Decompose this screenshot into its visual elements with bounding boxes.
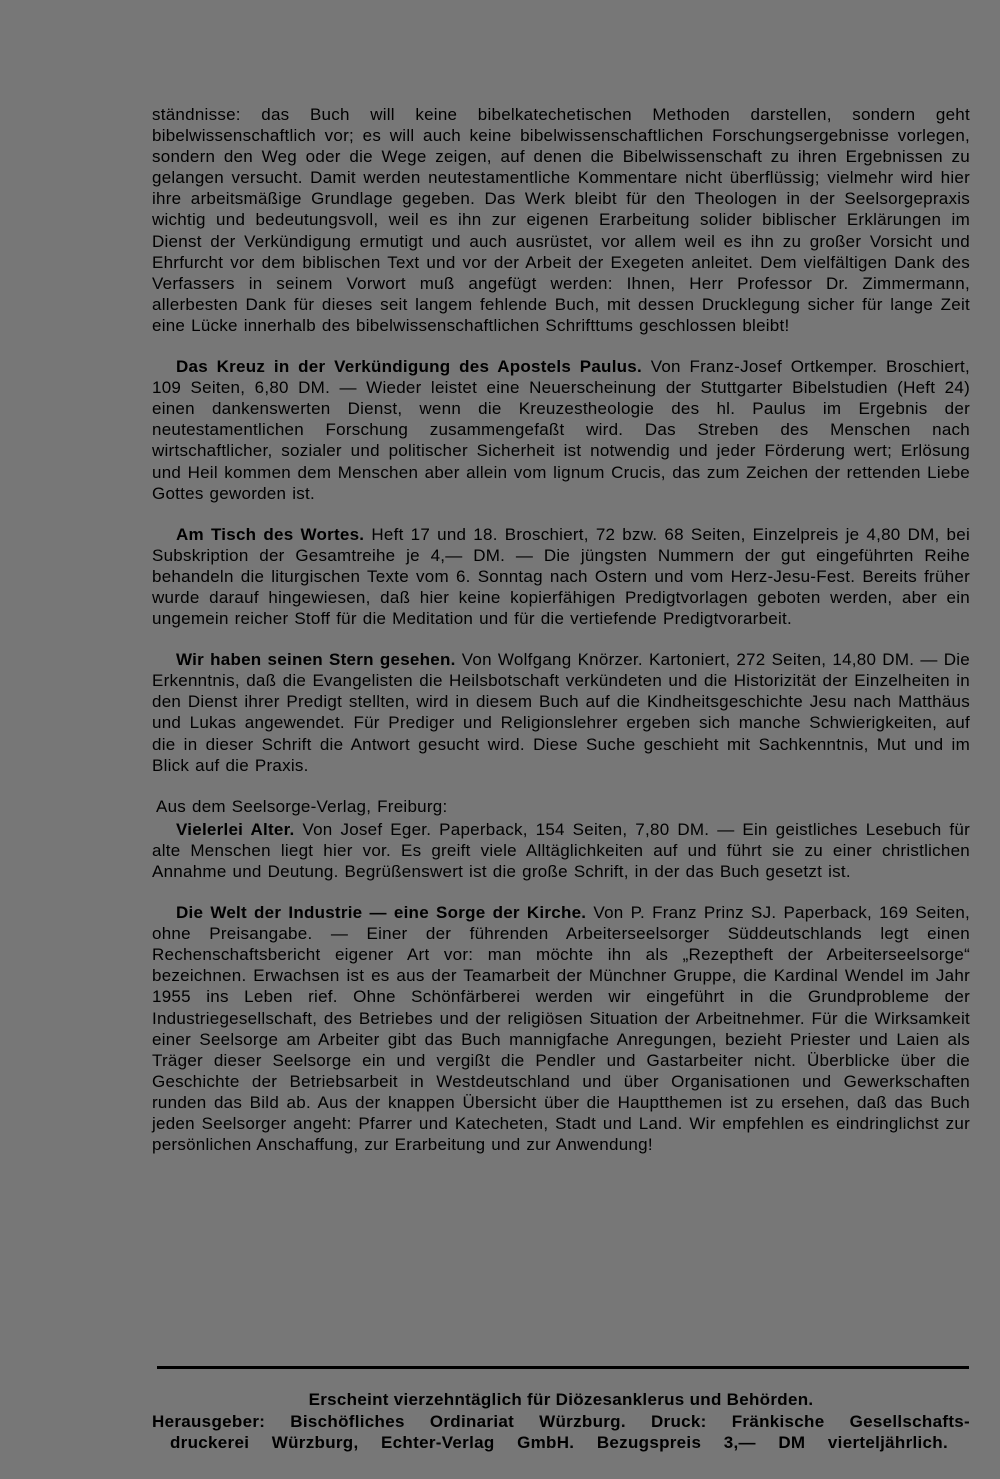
- review-paragraph-industrie: [152, 902, 970, 1155]
- publisher-heading: Aus dem Seelsorge-Verlag, Freiburg:: [156, 796, 448, 816]
- footer-publisher-line: Herausgeber: Bischöfliches Ordinariat Würzburg. Druck: Fränkische Gesellschafts-: [152, 1411, 970, 1431]
- imprint-footer: [152, 1389, 970, 1454]
- review-paragraph-alter: [152, 819, 970, 882]
- review-column: [152, 104, 970, 1155]
- review-paragraph-stern: [152, 649, 970, 776]
- footer-divider: [157, 1366, 969, 1369]
- review-body: Heft 17 und 18. Broschiert, 72 bzw. 68 Seiten, Einzelpreis je 4,80 DM, bei Subskription der Gesamtreihe je 4,— DM. — Die jüngsten Nummern der gut eingeführten Reihe behandeln die liturgischen Texte vom 6. Sonntag nach Ostern und vom Herz-Jesu-Fest. Bereits früher wurde darauf hingewiesen, daß hier keine kopierfähigen Predigtvorlagen geboten werden, aber ein ungemein reicher Stoff für die Meditation und für die vertiefende Predigtvorarbeit.: [152, 524, 970, 629]
- intro-paragraph: ständnisse: das Buch will keine bibelkatechetischen Methoden darstellen, sondern geht bibelwissenschaftlich vor; es will auch keine bibelwissenschaftlichen Forschungsergebnisse vorlegen, sondern den Weg oder die Wege zeigen, auf denen die Bibelwissenschaft zu ihren Ergebnissen zu gelangen versucht. Damit werden neutestamentliche Kommentare nicht überflüssig; vielmehr wird hier ihre arbeitsmäßige Grundlage gegeben. Das Werk bleibt für den Theologen in der Seelsorgepraxis wichtig und bedeutungsvoll, weil es ihn zur eigenen Erarbeitung solider biblischer Erklärungen im Dienst der Verkündigung ermutigt und auch ausrüstet, vor allem weil es ihn zu großer Vorsicht und Ehrfurcht vor dem biblischen Text und vor der Arbeit der Exegeten anleitet. Dem vielfältigen Dank des Verfassers in seinem Vorwort muß angefügt werden: Ihnen, Herr Professor Dr. Zimmermann, allerbesten Dank für dieses seit langem fehlende Buch, mit dessen Drucklegung sicher für lange Zeit eine Lücke innerhalb des bibelwissenschaftlichen Schrifttums geschlossen bleibt!: [152, 105, 970, 335]
- footer-frequency-line: Erscheint vierzehntäglich für Diözesanklerus und Behörden.: [308, 1390, 814, 1409]
- footer-price-line: druckerei Würzburg, Echter-Verlag GmbH. Bezugspreis 3,— DM vierteljährlich.: [170, 1433, 948, 1452]
- review-title: Am Tisch des Wortes.: [176, 524, 365, 544]
- review-paragraph-tisch: [152, 524, 970, 629]
- review-paragraph-kreuz: [152, 356, 970, 504]
- review-body: Von Wolfgang Knörzer. Kartoniert, 272 Seiten, 14,80 DM. — Die Erkenntnis, daß die Evangelisten die Heilsbotschaft verkündeten und die Historizität der Einzelheiten in den Dienst ihrer Predigt stellten, wird in diesem Buch auf die Kindheitsgeschichte Jesu nach Matthäus und Lukas angewendet. Für Prediger und Religionslehrer ergeben sich manche Schwierigkeiten, auf die in dieser Schrift die Antwort gesucht wird. Diese Suche geschieht mit Sachkenntnis, Mut und im Blick auf die Praxis.: [152, 650, 970, 775]
- review-title: Die Welt der Industrie — eine Sorge der Kirche.: [176, 903, 587, 923]
- review-title: Wir haben seinen Stern gesehen.: [176, 650, 456, 670]
- review-body: Von P. Franz Prinz SJ. Paperback, 169 Seiten, ohne Preisangabe. — Einer der führenden Arbeiterseelsorger Süddeutschlands legt einen Rechenschaftsbericht eigener Art vor: man möchte ihn als „Rezeptheft der Arbeiterseelsorge“ bezeichnen. Erwachsen ist es aus der Teamarbeit der Münchner Gruppe, die Kardinal Wendel im Jahr 1955 ins Leben rief. Ohne Schönfärberei werden wir eingeführt in die Grundprobleme der Industriegesellschaft, des Betriebes und der religiösen Situation der Arbeitnehmer. Für die Wirksamkeit einer Seelsorge am Arbeiter gibt das Buch mannigfache Anregungen, bezieht Priester und Laien als Träger dieser Seelsorge ein und vergißt die Pendler und Gastarbeiter nicht. Überblicke über die Geschichte der Betriebsarbeit in Westdeutschland und über Organisationen und Gewerkschaften runden das Bild ab. Aus der knappen Übersicht über die Hauptthemen ist zu ersehen, daß das Buch jeden Seelsorger angeht: Pfarrer und Katecheten, Stadt und Land. Wir empfehlen es eindringlichst zur persönlichen Anschaffung, zur Erarbeitung und zur Anwendung!: [152, 903, 970, 1155]
- review-body: Von Franz-Josef Ortkemper. Broschiert, 109 Seiten, 6,80 DM. — Wieder leistet eine Neuerscheinung der Stuttgarter Bibelstudien (Heft 24) einen dankenswerten Dienst, wenn die Kreuzestheologie des hl. Paulus im Ergebnis der neutestamentlichen Forschung zusammengefaßt wird. Das Streben des Menschen nach wirtschaftlicher, sozialer und politischer Sicherheit ist notwendig und jeder Förderung wert; Erlösung und Heil kommen dem Menschen aber allein vom lignum Crucis, das zum Zeichen der rettenden Liebe Gottes geworden ist.: [152, 357, 970, 503]
- review-title: Das Kreuz in der Verkündigung des Apostels Paulus.: [176, 357, 642, 377]
- review-title: Vielerlei Alter.: [176, 819, 295, 839]
- review-body: Von Josef Eger. Paperback, 154 Seiten, 7,80 DM. — Ein geistliches Lesebuch für alte Menschen liegt hier vor. Es greift viele Alltäglichkeiten auf und führt sie zu einer christlichen Annahme und Deutung. Begrüßenswert ist die große Schrift, in der das Buch gesetzt ist.: [152, 819, 971, 881]
